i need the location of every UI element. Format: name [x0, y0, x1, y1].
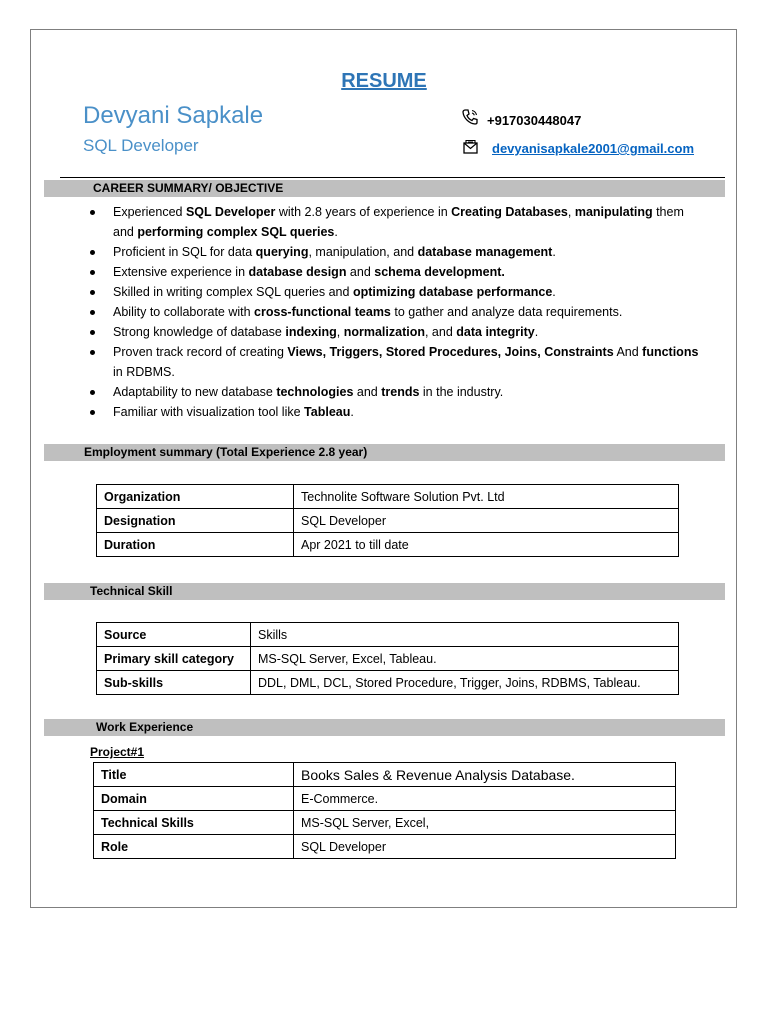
table-key-cell: Domain — [94, 787, 294, 811]
bullet-text: functions — [642, 345, 699, 360]
phone-number: +917030448047 — [487, 113, 582, 128]
bullet-text: Adaptability to new database — [113, 384, 277, 399]
bullet-text: in the industry. — [419, 384, 504, 399]
section-work-experience: Work Experience — [44, 719, 725, 736]
skills-table — [96, 622, 679, 695]
career-bullet — [88, 243, 708, 263]
bullet-text: data integrity — [456, 324, 535, 339]
bullet-text: cross-functional teams — [254, 304, 391, 319]
table-value-cell: E-Commerce. — [294, 787, 676, 811]
email-link[interactable]: devyanisapkale2001@gmail.com — [492, 141, 695, 156]
bullet-text: . — [534, 324, 539, 339]
career-bullet — [88, 323, 708, 343]
employment-row — [97, 533, 679, 557]
table-key-cell: Organization — [97, 485, 294, 509]
career-bullet — [88, 283, 708, 303]
bullet-text: Views, Triggers, Stored Procedures, Joins, Constraints — [287, 345, 614, 360]
bullet-text: manipulating — [574, 205, 653, 219]
career-summary-list — [88, 203, 708, 423]
bullet-text: Familiar with visualization tool like — [113, 404, 305, 419]
skills-row — [97, 671, 679, 695]
skills-row — [97, 623, 679, 647]
table-key-cell: Sub-skills — [97, 671, 251, 695]
bullet-text: Strong knowledge of database — [113, 324, 286, 339]
bullet-text: and — [346, 264, 375, 279]
bullet-text: Skilled in writing complex SQL queries and — [113, 284, 353, 299]
bullet-text: database management — [417, 244, 553, 259]
table-value-cell: SQL Developer — [294, 835, 676, 859]
bullet-text: , — [567, 205, 575, 219]
table-key-cell: Primary skill category — [97, 647, 251, 671]
resume-title: RESUME — [341, 70, 427, 92]
career-bullet — [88, 403, 708, 423]
project-table — [93, 762, 676, 859]
bullet-text: schema development. — [374, 264, 505, 279]
mail-icon — [462, 138, 480, 156]
bullet-text: technologies — [276, 384, 354, 399]
bullet-text: optimizing database performance — [352, 284, 553, 299]
table-value-cell: MS-SQL Server, Excel, — [294, 811, 676, 835]
bullet-text: normalization — [343, 324, 425, 339]
bullet-text: to gather and analyze data requirements. — [390, 304, 623, 319]
table-key-cell: Duration — [97, 533, 294, 557]
bullet-text: indexing — [285, 324, 337, 339]
section-technical-skill: Technical Skill — [44, 583, 725, 600]
bullet-text: , — [336, 324, 344, 339]
candidate-role: SQL Developer — [83, 136, 199, 155]
table-value-cell: MS-SQL Server, Excel, Tableau. — [251, 647, 679, 671]
employment-row — [97, 485, 679, 509]
project-label: Project#1 — [90, 745, 145, 759]
career-bullet — [88, 303, 708, 323]
bullet-text: Creating Databases — [451, 205, 568, 219]
table-value-cell: Books Sales & Revenue Analysis Database. — [294, 763, 676, 787]
table-value-cell: Skills — [251, 623, 679, 647]
bullet-text: them and — [113, 205, 684, 239]
table-key-cell: Role — [94, 835, 294, 859]
career-bullet — [88, 263, 708, 283]
bullet-text: Ability to collaborate with — [113, 304, 255, 319]
candidate-name: Devyani Sapkale — [83, 102, 264, 129]
bullet-text: in RDBMS. — [113, 364, 175, 379]
bullet-text: trends — [381, 384, 420, 399]
section-employment-summary: Employment summary (Total Experience 2.8 year) — [44, 444, 725, 461]
bullet-text: Experienced — [113, 205, 186, 219]
table-key-cell: Title — [94, 763, 294, 787]
bullet-text: , manipulation, and — [308, 244, 418, 259]
section-career-summary: CAREER SUMMARY/ OBJECTIVE — [44, 180, 725, 197]
table-key-cell: Designation — [97, 509, 294, 533]
project-row — [94, 787, 676, 811]
bullet-text: Proficient in SQL for data — [113, 244, 256, 259]
bullet-text: with 2.8 years of experience in — [275, 205, 452, 219]
bullet-text: querying — [255, 244, 309, 259]
bullet-text: database design — [248, 264, 347, 279]
bullet-text: . — [350, 404, 354, 419]
bullet-text: Tableau — [304, 404, 351, 419]
bullet-text: performing complex SQL queries — [137, 224, 335, 239]
table-value-cell: DDL, DML, DCL, Stored Procedure, Trigger, Joins, RDBMS, Tableau. — [251, 671, 679, 695]
bullet-text: . — [334, 224, 338, 239]
employment-row — [97, 509, 679, 533]
table-value-cell: SQL Developer — [294, 509, 679, 533]
bullet-text: Extensive experience in — [113, 264, 249, 279]
header-divider — [60, 177, 725, 178]
skills-row — [97, 647, 679, 671]
table-value-cell: Apr 2021 to till date — [294, 533, 679, 557]
bullet-text: And — [613, 345, 643, 360]
career-bullet — [88, 203, 708, 242]
project-row — [94, 763, 676, 787]
bullet-text: . — [552, 284, 556, 299]
career-bullet — [88, 343, 708, 382]
career-bullet — [88, 383, 708, 403]
project-row — [94, 811, 676, 835]
bullet-text: SQL Developer — [185, 205, 276, 219]
bullet-text: , and — [424, 324, 457, 339]
employment-table — [96, 484, 679, 557]
table-key-cell: Technical Skills — [94, 811, 294, 835]
bullet-text: and — [353, 384, 382, 399]
phone-icon — [461, 108, 479, 126]
project-row — [94, 835, 676, 859]
table-value-cell: Technolite Software Solution Pvt. Ltd — [294, 485, 679, 509]
bullet-text: . — [552, 244, 556, 259]
table-key-cell: Source — [97, 623, 251, 647]
bullet-text: Proven track record of creating — [113, 345, 288, 360]
